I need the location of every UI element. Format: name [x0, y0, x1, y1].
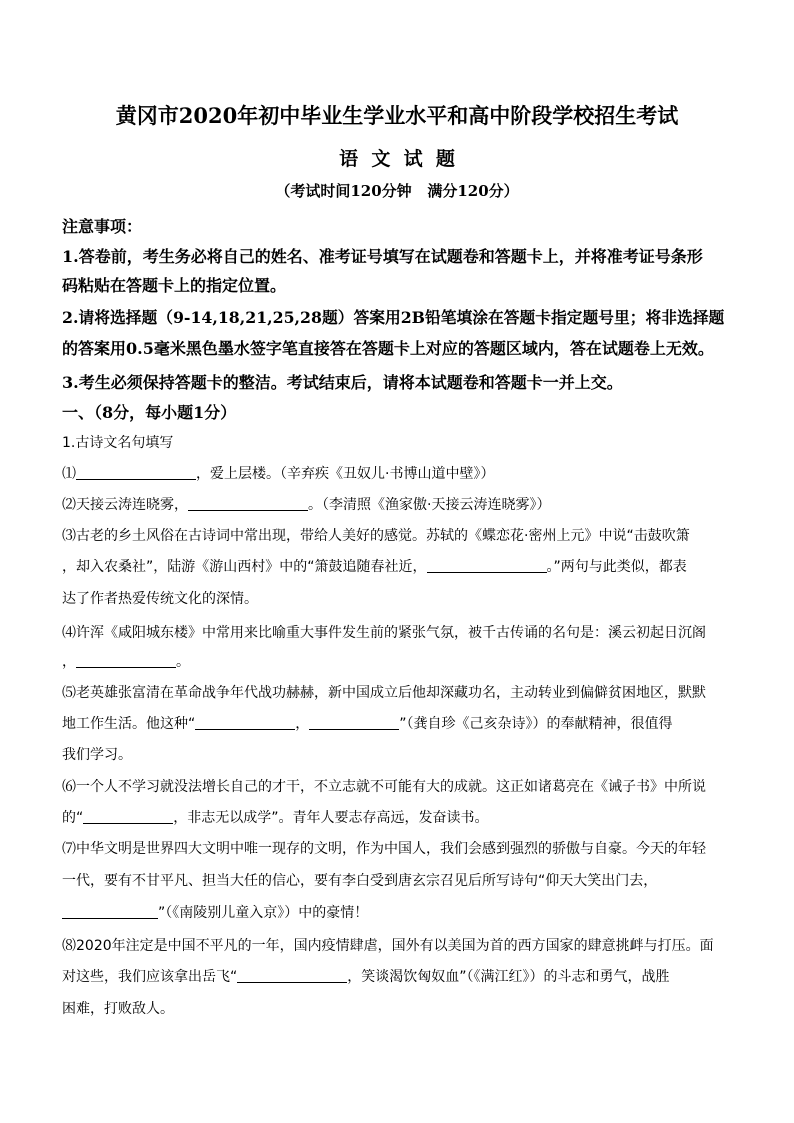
answer-blank[interactable]	[188, 496, 308, 511]
item-text: ，笑谈渴饮匈奴血”（《满江红》）的斗志和勇气，战胜	[347, 969, 670, 985]
answer-blank[interactable]	[195, 715, 295, 730]
question-item-1	[62, 463, 494, 483]
question-item-6	[62, 807, 489, 827]
notice-line: 码粘贴在答题卡上的指定位置。	[62, 276, 287, 295]
item-text: 。	[176, 654, 190, 670]
notice-line: 1.答卷前，考生务必将自己的姓名、准考证号填写在试题卷和答题卡上，并将准考证号条形	[62, 247, 703, 266]
item-text: 。”两句与此类似，都表	[546, 559, 687, 575]
question-item-8-line: 困难，打败敌人。	[62, 1001, 174, 1017]
answer-blank[interactable]	[76, 653, 176, 668]
item-text: 。（李清照《渔家傲·天接云涛连晓雾》）	[308, 497, 551, 513]
notice-line: 2.请将选择题（9-14,18,21,25,28题）答案用2B铅笔填涂在答题卡指定题号里；将非选择题	[62, 308, 725, 327]
item-text: ，爱上层楼。（辛弃疾《丑奴儿·书博山道中壁》）	[196, 466, 495, 482]
notice-line: 的答案用0.5毫米黑色墨水签字笔直接答在答题卡上对应的答题区域内，答在试题卷上无效。	[62, 339, 714, 358]
question-item-3-line: ⑶古老的乡土风俗在古诗词中常出现，带给人美好的感觉。苏轼的《蝶恋花·密州上元》中说“击鼓吹箫	[62, 528, 690, 544]
section-heading: 一、（8分，每小题1分）	[62, 403, 237, 422]
question-item-5-line: 我们学习。	[62, 747, 132, 763]
exam-title: 黄冈市2020年初中毕业生学业水平和高中阶段学校招生考试	[115, 103, 679, 128]
item-text: ⑵天接云涛连晓雾，	[62, 497, 188, 513]
question-item-7-line: 一代，要有不甘平凡、担当大任的信心，要有李白受到唐玄宗召见后所写诗句“仰天大笑出门去，	[62, 873, 658, 889]
answer-blank[interactable]	[83, 809, 173, 824]
item-text: ，非志无以成学”。青年人要志存高远，发奋读书。	[173, 810, 489, 826]
question-item-3-line: 达了作者热爱传统文化的深情。	[62, 591, 258, 607]
answer-blank[interactable]	[309, 715, 399, 730]
answer-blank[interactable]	[237, 968, 347, 983]
item-text: ”（龚自珍《己亥杂诗》）的奉献精神，很值得	[399, 716, 673, 732]
item-text: ⑴	[62, 466, 76, 482]
question-item-7	[62, 902, 368, 922]
item-text: ，却入农桑社”，陆游《游山西村》中的“箫鼓追随春社近，	[62, 559, 427, 575]
answer-blank[interactable]	[62, 904, 158, 919]
question-item-5	[62, 713, 673, 733]
question-item-8	[62, 966, 670, 986]
question-item-3	[62, 556, 687, 576]
notice-line: 3.考生必须保持答题卡的整洁。考试结束后，请将本试题卷和答题卡一并上交。	[62, 373, 623, 392]
item-text: 对这些，我们应该拿出岳飞“	[62, 969, 238, 985]
question-item-6-line: ⑹一个人不学习就没法增长自己的才干，不立志就不可能有大的成就。这正如诸葛亮在《诫子书》中所说	[62, 779, 706, 795]
item-text: ”（《南陵别儿童入京》）中的豪情！	[158, 905, 369, 921]
answer-blank[interactable]	[76, 465, 196, 480]
question-item-4	[62, 651, 190, 671]
notice-heading: 注意事项：	[62, 217, 143, 236]
subject-title: 语 文 试 题	[339, 148, 455, 170]
item-text: 地工作生活。他这种“	[62, 716, 196, 732]
exam-info: （考试时间120分钟 满分120分）	[275, 182, 519, 200]
question-title: 1.古诗文名句填写	[62, 435, 174, 451]
item-text: ，	[62, 654, 76, 670]
question-item-5-line: ⑸老英雄张富清在革命战争年代战功赫赫，新中国成立后他却深藏功名，主动转业到偏僻贫困地区，默默	[62, 685, 706, 701]
question-item-8-line: ⑻2020年注定是中国不平凡的一年，国内疫情肆虐，国外有以美国为首的西方国家的肆意挑衅与打压。面	[62, 938, 714, 954]
item-text: ，	[295, 716, 310, 732]
question-item-4-line: ⑷许浑《咸阳城东楼》中常用来比喻重大事件发生前的紧张气氛，被千古传诵的名句是：溪云初起日沉阁	[62, 625, 706, 641]
question-item-7-line: ⑺中华文明是世界四大文明中唯一现存的文明，作为中国人，我们会感到强烈的骄傲与自豪。今天的年轻	[62, 841, 706, 857]
item-text: 的“	[62, 810, 84, 826]
question-item-2	[62, 494, 550, 514]
answer-blank[interactable]	[427, 558, 547, 573]
